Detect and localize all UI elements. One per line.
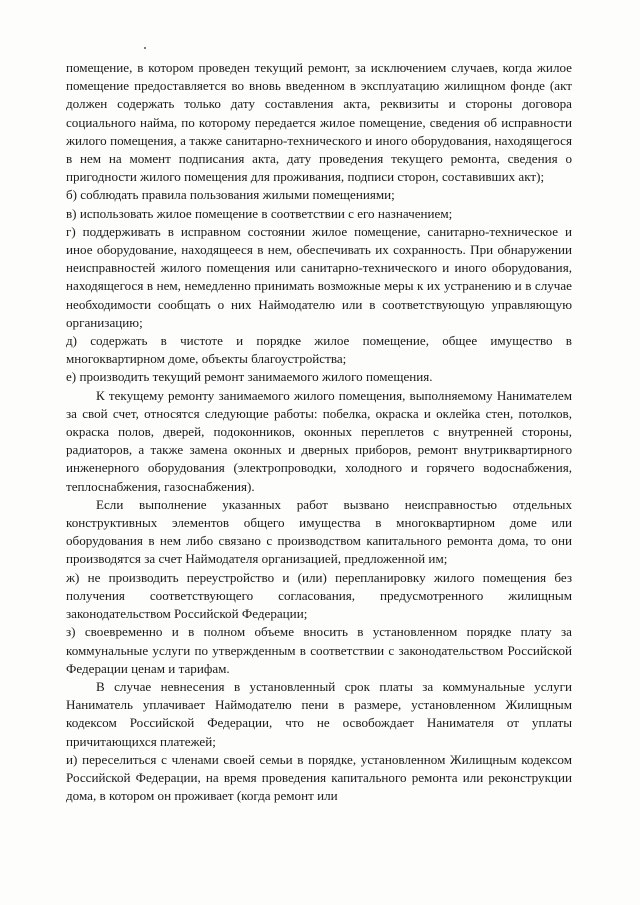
paragraph-penalty: В случае невнесения в установленный срок платы за коммунальные услуги Наниматель уплачивает Наймодателю пени в размере, установленном Жилищным кодексом Российской Федерации, что не освобождает Нанимателя от уплаты причитающихся платежей; — [66, 678, 572, 749]
paragraph-current-repair: К текущему ремонту занимаемого жилого помещения, выполняемому Нанимателем за свой счет, относятся следующие работы: побелка, окраска и оклейка стен, потолков, окраска полов, дверей, подоконников, оконных переплетов с внутренней стороны, радиаторов, а также замена оконных и дверных приборов, ремонт внутриквартирного инженерного оборудования (электропроводки, холодного и горячего водоснабжения, теплоснабжения, газоснабжения). — [66, 387, 572, 494]
document-body — [66, 59, 572, 805]
paragraph-item-b: б) соблюдать правила пользования жилыми помещениями; — [66, 187, 395, 203]
paragraph-item-g: г) поддерживать в исправном состоянии жилое помещение, санитарно-техническое и иное оборудование, находящееся в нем, обеспечивать их сохранность. При обнаружении неисправностей жилого помещения или санитарно-технического и иного оборудования, находящегося в нем, немедленно принимать возможные меры к их устранению и в случае необходимости сообщать о них Наймодателю или в соответствующую управляющую организацию; — [66, 223, 572, 330]
paragraph-item-d: д) содержать в чистоте и порядке жилое помещение, общее имущество в многоквартирном доме, объекты благоустройства; — [66, 333, 572, 367]
paragraph-item-e: е) производить текущий ремонт занимаемого жилого помещения. — [66, 369, 433, 385]
paragraph-item-v: в) использовать жилое помещение в соответствии с его назначением; — [66, 205, 453, 221]
scan-speck — [144, 47, 146, 49]
paragraph-landlord-repair: Если выполнение указанных работ вызвано неисправностью отдельных конструктивных элементов общего имущества в многоквартирном доме или оборудования в нем либо связано с производством капитального ремонта дома, то они производятся за счет Наймодателя организацией, предложенной им; — [66, 496, 572, 567]
paragraph-item-z: з) своевременно и в полном объеме вносить в установленном порядке плату за коммунальные услуги по утвержденным в соответствии с законодательством Российской Федерации ценам и тарифам. — [66, 624, 572, 676]
paragraph-item-i: и) переселиться с членами своей семьи в порядке, установленном Жилищным кодексом Российской Федерации, на время проведения капитального ремонта или реконструкции дома, в котором он проживает (когда ремонт или — [66, 751, 572, 804]
paragraph-act-continuation: помещение, в котором проведен текущий ремонт, за исключением случаев, когда жилое помещение предоставляется во вновь введенном в эксплуатацию жилищном фонде (акт должен содержать только дату составления акта, реквизиты и стороны договора социального найма, по которому передается жилое помещение, сведения об исправности жилого помещения, а также санитарно-технического и иного оборудования, находящегося в нем на момент подписания акта, дату проведения текущего ремонта, сведения о пригодности жилого помещения для проживания, подписи сторон, составивших акт); — [66, 60, 572, 185]
paragraph-item-zh: ж) не производить переустройство и (или) перепланировку жилого помещения без получения соответствующего согласования, предусмотренного жилищным законодательством Российской Федерации; — [66, 569, 572, 622]
